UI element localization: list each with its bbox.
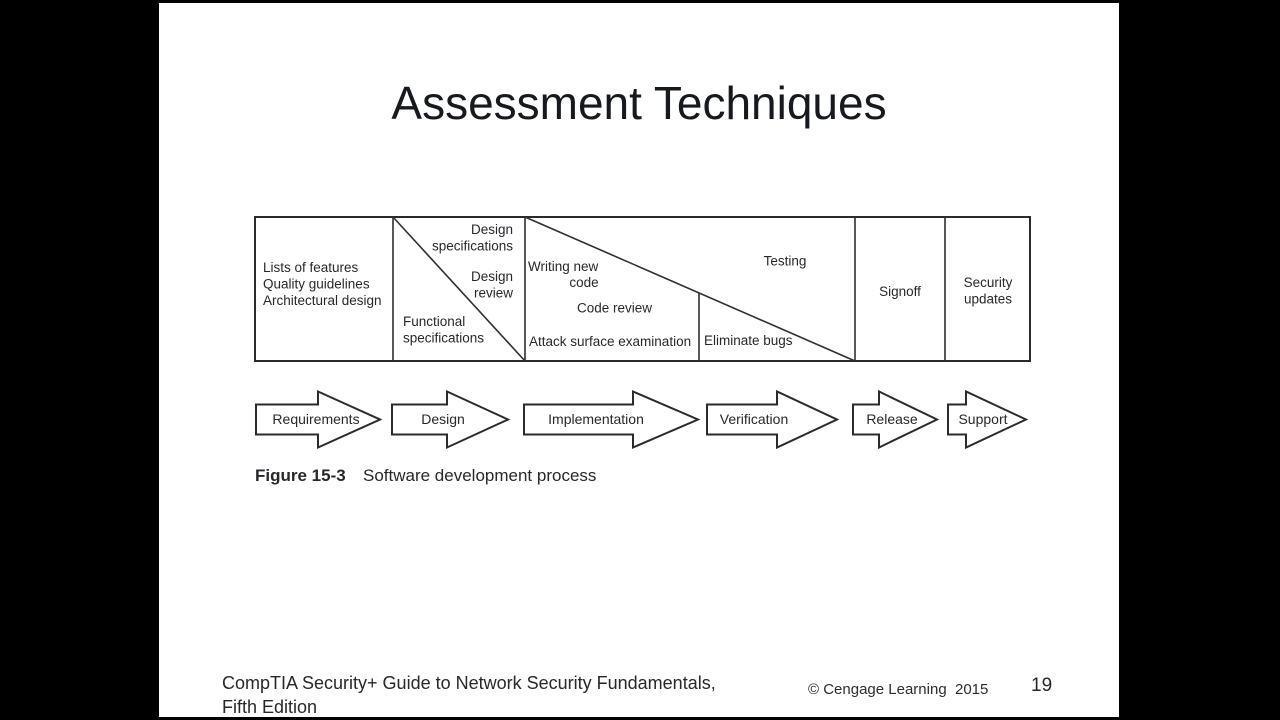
functional-specifications-line-1: Functional [403,314,466,329]
design-box-labels [403,222,513,346]
functional-specifications-line-2: specifications [403,330,485,346]
requirements-box-labels [263,260,382,308]
requirements-box-line-3: Architectural design [263,293,382,308]
arrow-label-requirements: Requirements [272,411,360,427]
code-review-label: Code review [577,300,653,316]
figure-caption-text: Software development process [363,466,597,485]
page-number: 19 [1031,675,1053,696]
signoff-label: Signoff [879,284,921,299]
implementation-box-labels [528,254,806,350]
arrow-label-implementation: Implementation [548,411,644,427]
design-specifications-line-1: Design [470,222,513,237]
eliminate-bugs-label: Eliminate bugs [704,333,793,348]
figure-caption-label: Figure 15-3 [255,466,346,485]
testing-label: Testing [763,253,807,269]
process-arrow-requirements [256,392,380,448]
process-arrow-implementation [524,392,698,448]
design-review-line-1: Design [470,269,513,284]
requirements-box-line-1: Lists of features [263,260,359,275]
writing-new-code-line-1: Writing new [528,259,599,274]
release-support-box-labels [879,275,1013,307]
requirements-box-line-2: Quality guidelines [263,276,370,292]
security-updates-line-2: updates [963,291,1013,307]
process-arrows [256,392,1026,448]
footer-book-title-line-1: CompTIA Security+ Guide to Network Security Fundamentals, [222,673,716,693]
process-arrow-verification [707,392,837,448]
design-review-line-2: review [473,285,513,301]
arrow-label-verification: Verification [719,411,789,427]
arrow-label-design: Design [421,411,465,427]
process-arrow-release [853,392,937,448]
writing-new-code-line-2: code [569,275,599,290]
process-arrow-design [392,392,508,448]
design-specifications-line-2: specifications [431,238,513,254]
process-arrow-support [948,392,1026,448]
footer-book-title [222,671,716,719]
slide-title: Assessment Techniques [391,77,887,129]
attack-surface-examination-label: Attack surface examination [529,334,692,349]
arrow-label-release: Release [866,411,918,427]
security-updates-line-1: Security [963,275,1013,290]
slide [159,3,1119,717]
software-development-process-diagram [159,3,1119,717]
footer-book-title-line-2: Fifth Edition [222,697,318,717]
arrow-label-support: Support [958,411,1008,427]
figure-caption [255,466,596,485]
footer-copyright: © Cengage Learning 2015 [808,681,989,698]
